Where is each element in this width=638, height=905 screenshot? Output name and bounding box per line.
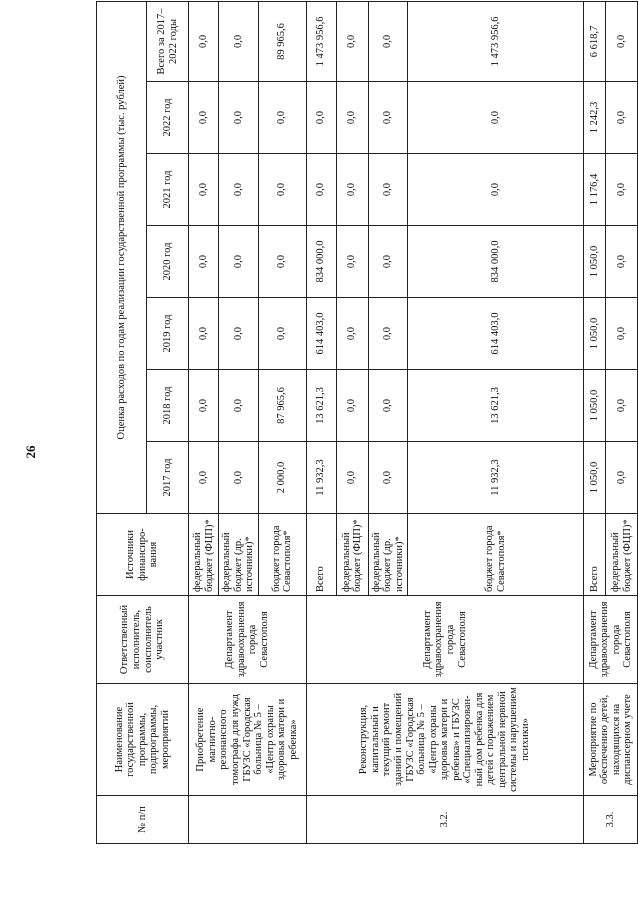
- header-row: [97, 1, 147, 843]
- cell-value: 0,0: [368, 226, 408, 298]
- cell-total: 0,0: [606, 1, 638, 81]
- cell-value: 0,0: [258, 298, 306, 370]
- cell-value: 0,0: [336, 370, 368, 442]
- row-num: 3.3.: [584, 796, 638, 844]
- row-source: бюджет города Севастополя*: [408, 514, 584, 596]
- header-year: 2020 год: [147, 226, 189, 298]
- cell-value: 1 050,0: [584, 298, 606, 370]
- cell-value: 11 932,3: [408, 442, 584, 514]
- cell-total: 0,0: [219, 1, 259, 81]
- header-year: 2018 год: [147, 370, 189, 442]
- row-name: Реконструкция, капитальный и текущий ремонт зданий и помещений ГБУЗС «Городская больница № 5 – «Центр охраны здоровья матери и ребенка» и ГБУЗС «Специализирован-ный дом ребенка для детей с поражением центральной нервной системы и нарушением психики»: [306, 684, 584, 796]
- row-name: Мероприятие по обеспечению детей, находящихся на диспансерном учете: [584, 684, 638, 796]
- cell-value: 13 621,3: [306, 370, 336, 442]
- cell-total: 6 618,7: [584, 1, 606, 81]
- header-year: 2017 год: [147, 442, 189, 514]
- header-year: 2019 год: [147, 298, 189, 370]
- cell-value: 0,0: [189, 226, 219, 298]
- table-row: [189, 1, 219, 843]
- cell-value: 0,0: [189, 370, 219, 442]
- cell-value: 0,0: [219, 370, 259, 442]
- cell-value: 11 932,3: [306, 442, 336, 514]
- row-source: федеральный бюджет (ФЦП)*: [336, 514, 368, 596]
- header-executor: Ответственный исполнитель, соисполнитель участник: [97, 596, 189, 684]
- header-source: Источники финансиро-вания: [97, 514, 189, 596]
- cell-value: 0,0: [189, 154, 219, 226]
- cell-value: 0,0: [219, 298, 259, 370]
- cell-value: 0,0: [606, 82, 638, 154]
- cell-total: 0,0: [336, 1, 368, 81]
- budget-table: [96, 1, 638, 844]
- header-estimate: Оценка расходов по годам реализации государственной программы (тыс. рублей): [97, 1, 147, 513]
- cell-value: 2 000,0: [258, 442, 306, 514]
- rotated-page: [96, 8, 634, 844]
- cell-value: 614 403,0: [408, 298, 584, 370]
- cell-value: 0,0: [306, 82, 336, 154]
- header-year: 2022 год: [147, 82, 189, 154]
- cell-total: 0,0: [368, 1, 408, 81]
- row-executor: Департамент здравоохранения города Севастополя: [189, 596, 307, 684]
- cell-value: 13 621,3: [408, 370, 584, 442]
- cell-value: 1 050,0: [584, 370, 606, 442]
- cell-total: 1 473 956,6: [306, 1, 336, 81]
- cell-value: 0,0: [189, 298, 219, 370]
- cell-value: 0,0: [606, 442, 638, 514]
- cell-value: 0,0: [408, 82, 584, 154]
- cell-value: 614 403,0: [306, 298, 336, 370]
- row-source: федеральный бюджет (ФЦП)*: [189, 514, 219, 596]
- row-executor: Департамент здравоохранения города Севастополя: [306, 596, 584, 684]
- row-name: Приобретение магнитно-резонансного томографа для нужд ГБУЗС «Городская больница № 5 – «Центр охраны здоровья матери и ребенка»: [189, 684, 307, 796]
- header-total: Всего за 2017–2022 годы: [147, 1, 189, 81]
- cell-value: 0,0: [336, 298, 368, 370]
- page-number: 26: [23, 445, 38, 459]
- cell-value: 1 242,3: [584, 82, 606, 154]
- row-source: Всего: [306, 514, 336, 596]
- cell-total: 89 965,6: [258, 1, 306, 81]
- cell-value: 0,0: [368, 442, 408, 514]
- cell-value: 0,0: [606, 298, 638, 370]
- table-row: [584, 1, 606, 843]
- cell-value: 0,0: [219, 82, 259, 154]
- cell-value: 0,0: [368, 154, 408, 226]
- row-source: федеральный бюджет (др. источники)*: [368, 514, 408, 596]
- table-row: [306, 1, 336, 843]
- cell-value: 0,0: [219, 226, 259, 298]
- cell-value: 0,0: [189, 82, 219, 154]
- header-name: Наименование государственной программы, подпрограммы, мероприятий: [97, 684, 189, 796]
- cell-value: 1 176,4: [584, 154, 606, 226]
- row-source: федеральный бюджет (ФЦП)*: [606, 514, 638, 596]
- cell-value: 0,0: [258, 82, 306, 154]
- cell-value: 0,0: [219, 442, 259, 514]
- cell-value: 0,0: [368, 82, 408, 154]
- cell-value: 0,0: [189, 442, 219, 514]
- cell-value: 0,0: [606, 370, 638, 442]
- cell-value: 0,0: [306, 154, 336, 226]
- cell-value: 0,0: [219, 154, 259, 226]
- cell-value: 1 050,0: [584, 442, 606, 514]
- cell-value: 834 000,0: [306, 226, 336, 298]
- cell-value: 0,0: [258, 154, 306, 226]
- row-source: федеральный бюджет (др. источники)*: [219, 514, 259, 596]
- header-num: № п/п: [97, 796, 189, 844]
- budget-table-container: [96, 8, 634, 844]
- cell-total: 1 473 956,6: [408, 1, 584, 81]
- cell-value: 87 965,6: [258, 370, 306, 442]
- cell-value: 0,0: [368, 370, 408, 442]
- cell-value: 0,0: [606, 226, 638, 298]
- cell-value: 0,0: [606, 154, 638, 226]
- cell-total: 0,0: [189, 1, 219, 81]
- cell-value: 0,0: [336, 154, 368, 226]
- cell-value: 0,0: [336, 226, 368, 298]
- row-source: бюджет города Севастополя*: [258, 514, 306, 596]
- row-num: [189, 796, 307, 844]
- cell-value: 0,0: [368, 298, 408, 370]
- cell-value: 834 000,0: [408, 226, 584, 298]
- cell-value: 0,0: [258, 226, 306, 298]
- row-executor: Департамент здравоохранения города Севастополя: [584, 596, 638, 684]
- cell-value: 0,0: [408, 154, 584, 226]
- header-year: 2021 год: [147, 154, 189, 226]
- row-num: 3.2.: [306, 796, 584, 844]
- cell-value: 0,0: [336, 442, 368, 514]
- cell-value: 0,0: [336, 82, 368, 154]
- row-source: Всего: [584, 514, 606, 596]
- cell-value: 1 050,0: [584, 226, 606, 298]
